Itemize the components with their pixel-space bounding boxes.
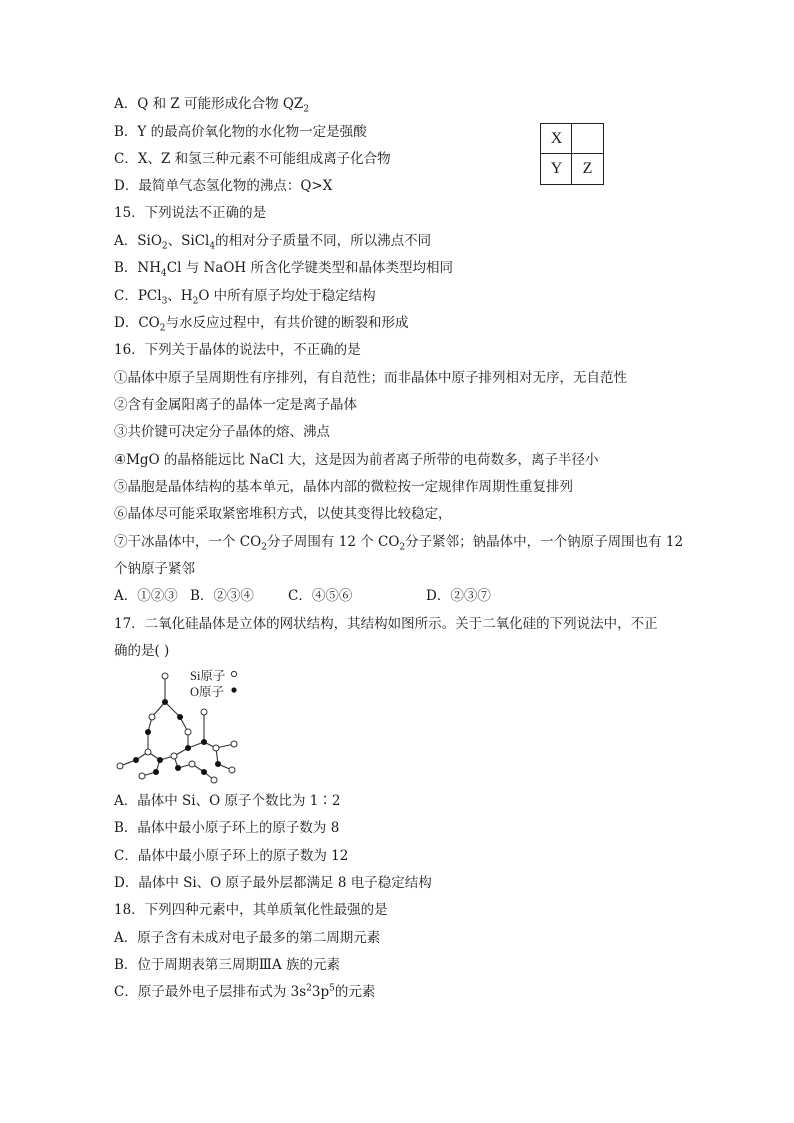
element-position-grid <box>540 123 604 185</box>
q16-statement-3: ③共价键可决定分子晶体的熔、沸点 <box>114 424 330 440</box>
q18-option-a: A．原子含有未成对电子最多的第二周期元素 <box>114 930 381 946</box>
q14-option-c: C．X、Z 和氢三种元素不可能组成离子化合物 <box>114 151 391 167</box>
q14-option-d: D．最简单气态氢化物的沸点：Q>X <box>114 178 333 194</box>
legend-si-label: Si原子 <box>190 669 226 683</box>
q16-option-d: D．②③⑦ <box>426 588 491 604</box>
q16-statement-6: ⑥晶体尽可能采取紧密堆积方式，以使其变得比较稳定， <box>114 506 452 522</box>
grid-cell-empty <box>572 124 603 153</box>
sio2-network-drawing <box>112 664 252 784</box>
grid-cell-x: X <box>550 129 563 147</box>
sio2-structure-figure <box>112 664 252 784</box>
q16-statement-2: ②含有金属阳离子的晶体一定是离子晶体 <box>114 397 357 413</box>
q15-option-b: B．$NH_4Cl$ 与 NaOH 所含化学键类型和晶体类型均相同 <box>114 260 453 279</box>
q16-option-a: A．①②③ <box>114 588 178 604</box>
q16-statement-1: ①晶体中原子呈周期性有序排列，有自范性；而非晶体中原子排列相对无序，无自范性 <box>114 370 627 386</box>
q15-stem: 15．下列说法不正确的是 <box>114 205 267 221</box>
q16-statement-5: ⑤晶胞是晶体结构的基本单元，晶体内部的微粒按一定规律作周期性重复排列 <box>114 479 573 495</box>
grid-cell-z: Z <box>582 159 593 177</box>
q17-option-c: C．晶体中最小原子环上的原子数为 12 <box>114 848 349 864</box>
q18-stem: 18．下列四种元素中，其单质氧化性最强的是 <box>114 902 388 918</box>
q17-stem-line1: 17．二氧化硅晶体是立体的网状结构，其结构如图所示。关于二氧化硅的下列说法中，不正 <box>114 616 658 632</box>
q15-option-a: A．SiO$_2$、SiCl$_4$的相对分子质量不同，所以沸点不同 <box>114 233 432 252</box>
q14-option-b: B．Y 的最高价氧化物的水化物一定是强酸 <box>114 124 367 140</box>
q18-option-c: C．原子最外电子层排布式为 $3s^23p^5$的元素 <box>114 983 376 1000</box>
q17-stem-line2: 确的是( ) <box>114 643 170 659</box>
q17-option-b: B．晶体中最小原子环上的原子数为 8 <box>114 820 340 836</box>
q17-option-a: A．晶体中 Si、O 原子个数比为 1∶2 <box>114 793 341 809</box>
q16-stem: 16．下列关于晶体的说法中，不正确的是 <box>114 342 361 358</box>
q18-option-b: B．位于周期表第三周期ⅢA 族的元素 <box>114 957 340 973</box>
legend-o-label: O原子 <box>190 685 225 699</box>
q15-option-d: D．$CO_2$与水反应过程中，有共价键的断裂和形成 <box>114 315 409 334</box>
q17-option-d: D．晶体中 Si、O 原子最外层都满足 8 电子稳定结构 <box>114 875 432 891</box>
grid-cell-y: Y <box>550 159 563 177</box>
q16-option-b: B．②③④ <box>190 588 254 604</box>
q15-option-c: C．PCl$_3$、$H_2O$ 中所有原子均处于稳定结构 <box>114 288 376 307</box>
q16-option-c: C．④⑤⑥ <box>288 588 353 604</box>
q16-statement-7-continued: 个钠原子紧邻 <box>114 561 195 577</box>
q16-statement-4: ④MgO 的晶格能远比 NaCl 大，这是因为前者离子所带的电荷数多，离子半径小 <box>114 452 599 468</box>
q14-option-a: A．Q 和 Z 可能形成化合物 $QZ_2$ <box>114 96 310 115</box>
q16-statement-7: ⑦干冰晶体中，一个 $CO_2$分子周围有 12 个 $CO_2$分子紧邻；钠晶体中，一个钠原子周围也有 12 <box>114 534 684 553</box>
